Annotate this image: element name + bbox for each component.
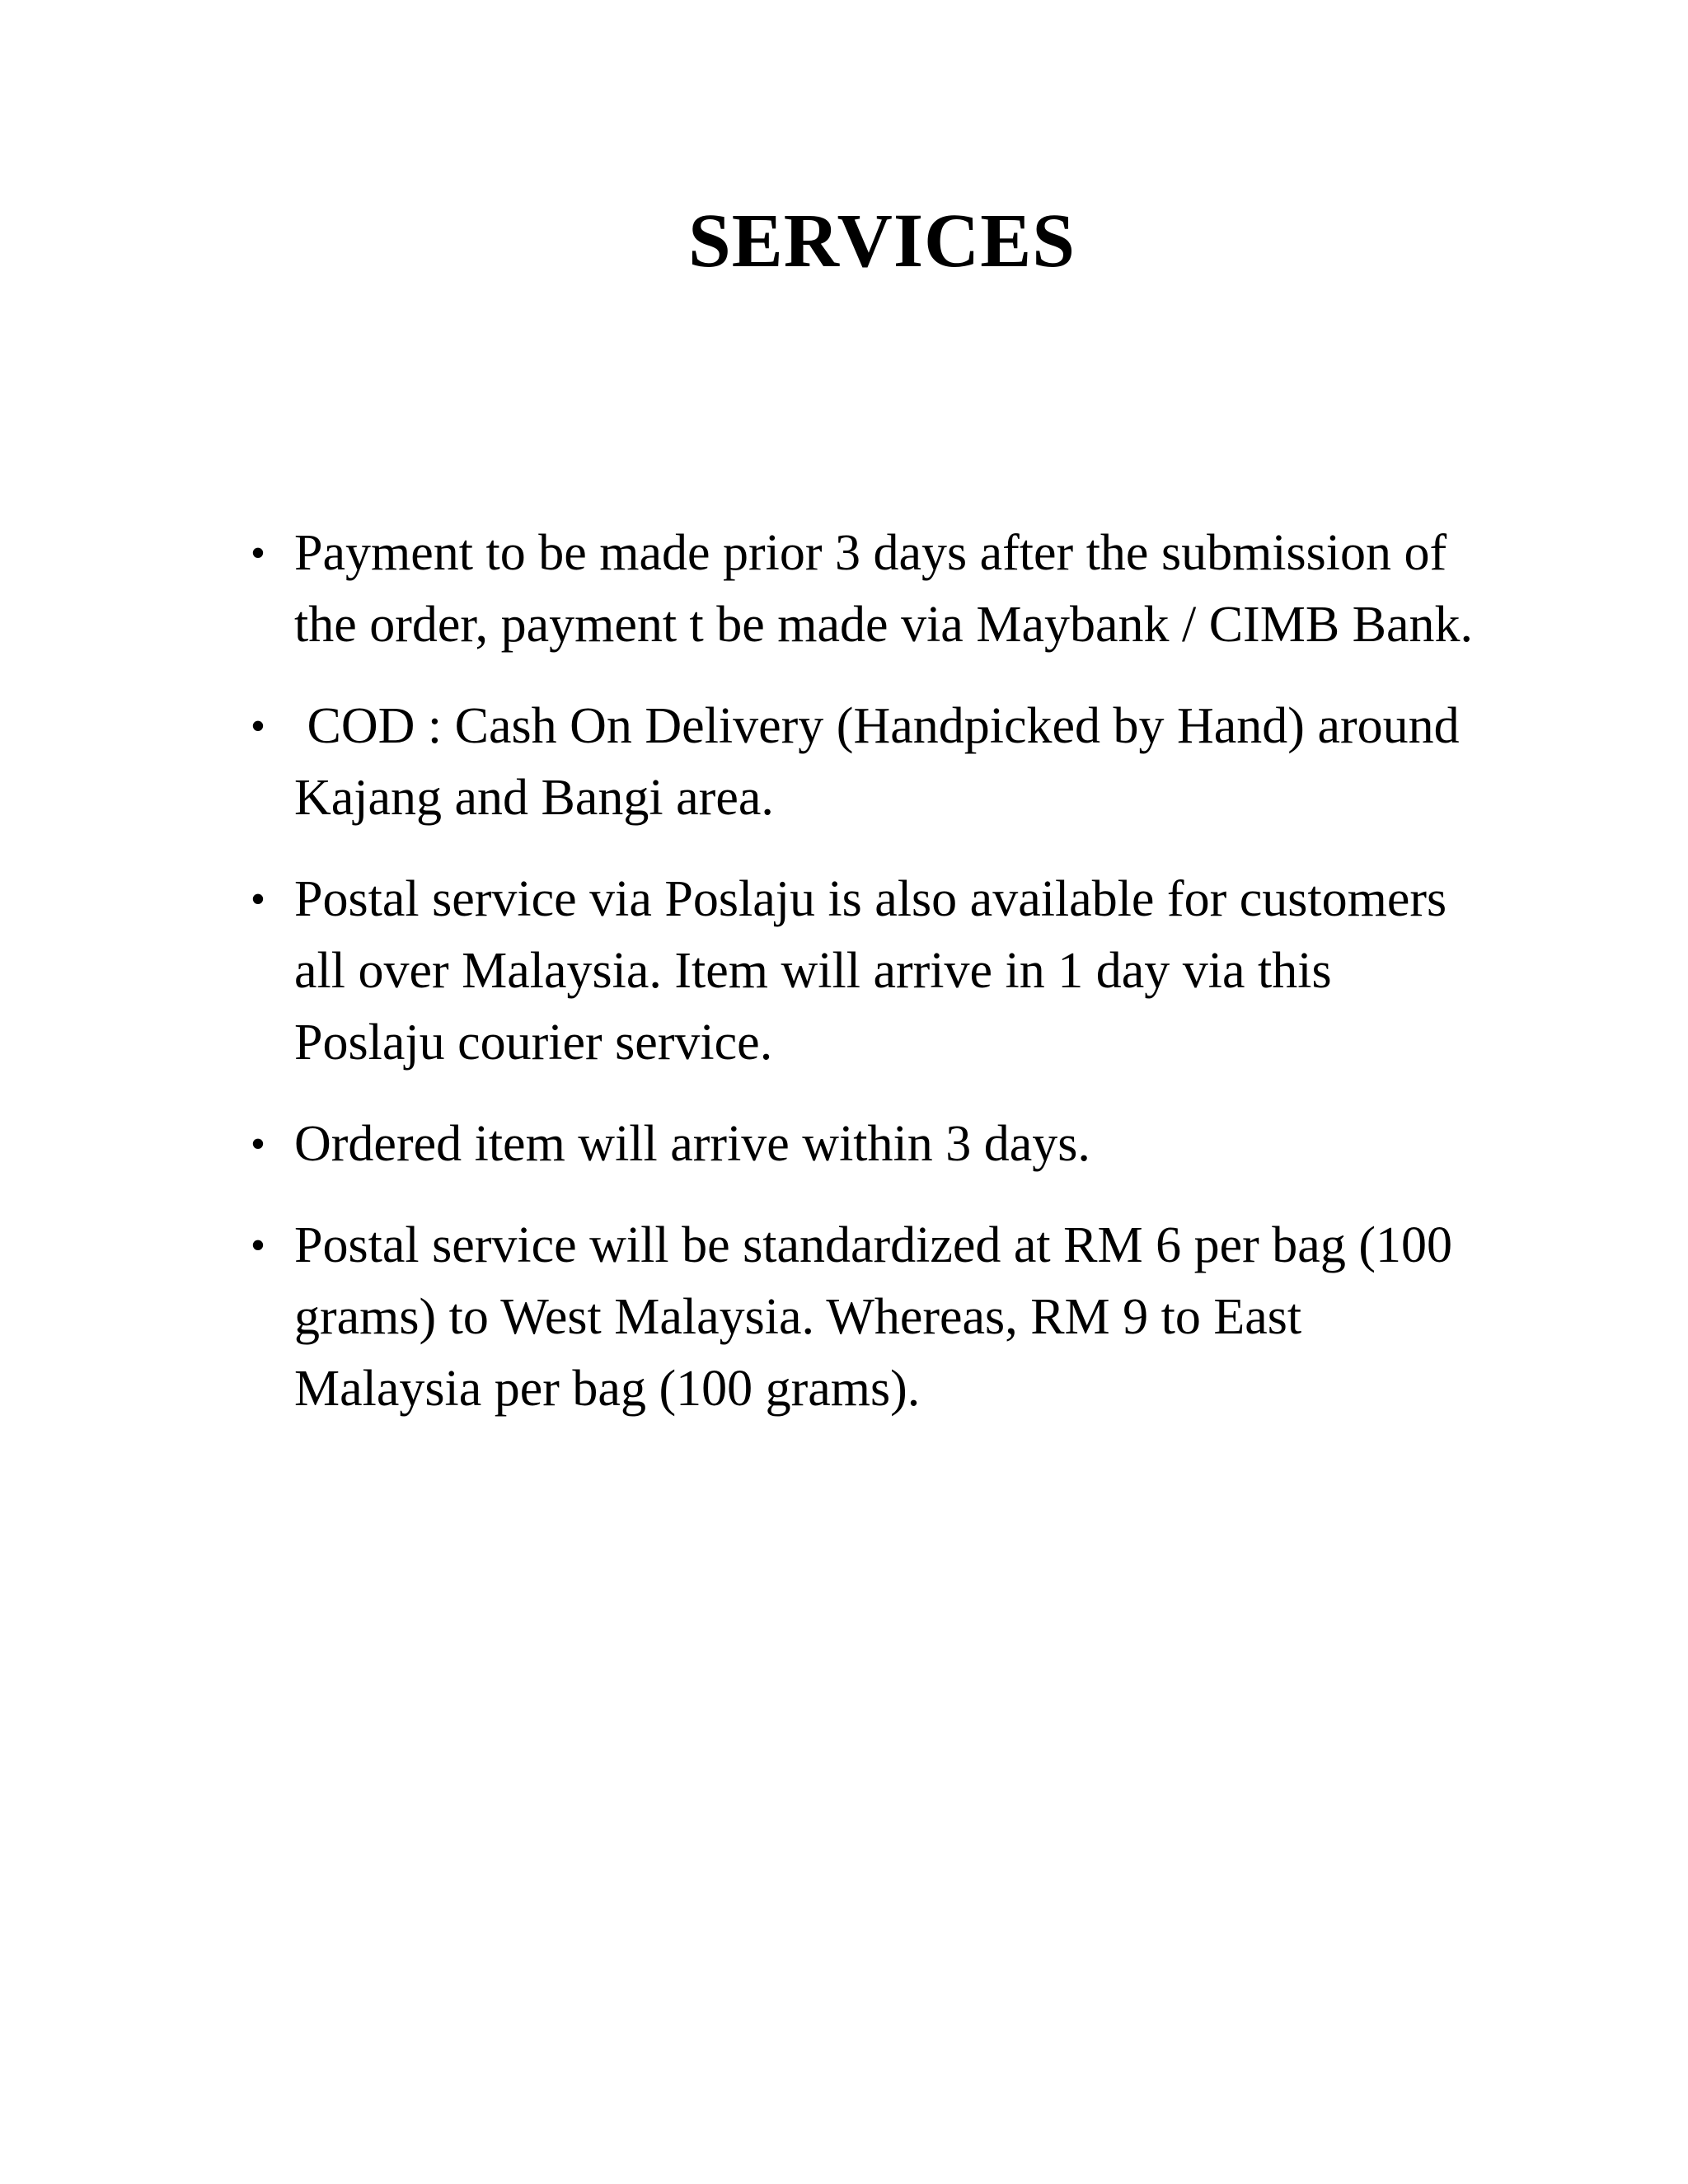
- list-item-postal-rates: [241, 1210, 1494, 1425]
- bullet-icon: •: [250, 703, 266, 750]
- list-item-payment: [241, 518, 1494, 661]
- list-item-text: COD : Cash On Delivery (Handpicked by Hand) around Kajang and Bangi area.: [294, 698, 1473, 826]
- list-item-cod: [241, 691, 1494, 834]
- list-item-delivery-time: [241, 1108, 1494, 1180]
- list-item-postal-service: [241, 864, 1494, 1079]
- page-title: SERVICES: [688, 199, 1076, 284]
- bullet-icon: •: [250, 530, 266, 577]
- list-item-text: Postal service via Poslaju is also available for customers all over Malaysia. Item will arrive in 1 day via this Poslaju courier service.: [294, 871, 1447, 1071]
- services-list: [241, 518, 1494, 1455]
- bullet-icon: •: [250, 1222, 266, 1269]
- bullet-icon: •: [250, 876, 266, 923]
- list-item-text: Postal service will be standardized at RM 6 per bag (100 grams) to West Malaysia. Whereas, RM 9 to East Malaysia per bag (100 grams).: [294, 1217, 1452, 1417]
- list-item-text: Ordered item will arrive within 3 days.: [294, 1116, 1090, 1172]
- list-item-text: Payment to be made prior 3 days after the submission of the order, payment t be made via Maybank / CIMB Bank.: [294, 525, 1474, 653]
- bullet-icon: •: [250, 1121, 266, 1168]
